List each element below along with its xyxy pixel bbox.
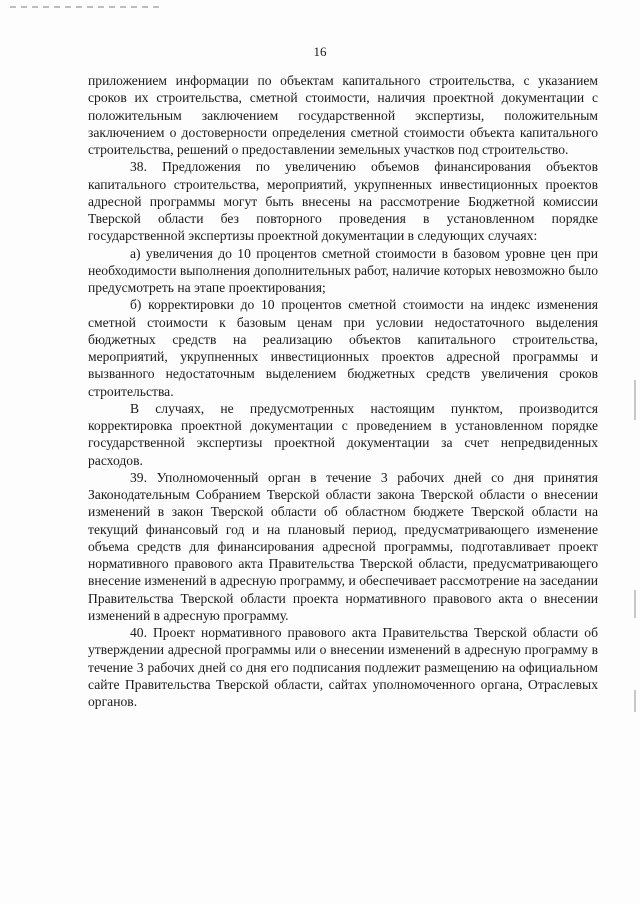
paragraph-other-cases: В случаях, не предусмотренных настоящим пунктом, производится корректировка проектной документации с проведением в установленном порядке государственной экспертизы проектной документации за счет непредвиденных расходов. <box>88 400 598 468</box>
paragraph-item-39: 39. Уполномоченный орган в течение 3 рабочих дней со дня принятия Законодательным Собранием Тверской области закона Тверской области о внесении изменений в закон Тверской области об областном бюджете Тверской области на текущий финансовый год и на плановый период, предусматривающего изменение объема средств для финансирования адресной программы, подготавливает проект нормативного правового акта Правительства Тверской области, предусматривающего внесение изменений в адресную программу, и обеспечивает рассмотрение на заседании Правительства Тверской области проекта нормативного правового акта о внесении изменений в адресную программу. <box>88 469 598 623</box>
paragraph-item-38: 38. Предложения по увеличению объемов финансирования объектов капитального строительства, мероприятий, укрупненных инвестиционных проектов адресной программы могут быть внесены на рассмотрение Бюджетной комиссии Тверской области без повторного проведения в установленном порядке государственной экспертизы проектной документации в следующих случаях: <box>88 159 598 244</box>
scan-edge-mark <box>634 690 636 712</box>
scan-edge-mark <box>634 380 636 420</box>
document-body <box>88 72 598 710</box>
page-number: 16 <box>313 44 327 59</box>
paragraph-subitem-b: б) корректировки до 10 процентов сметной стоимости на индекс изменения сметной стоимости к базовым ценам при условии недостаточного выделения бюджетных средств на реализацию объектов капитального строительства, мероприятий, укрупненных инвестиционных проектов адресной программы и вызванного недостаточным выделением бюджетных средств увеличения сроков строительства. <box>88 297 598 399</box>
paragraph-subitem-a: а) увеличения до 10 процентов сметной стоимости в базовом уровне цен при необходимости выполнения дополнительных работ, наличие которых невозможно было предусмотреть на этапе проектирования; <box>88 245 598 295</box>
paragraph-continuation: приложением информации по объектам капитального строительства, с указанием сроков их строительства, сметной стоимости, наличия проектной документации с положительным заключением государственной экспертизы, положительным заключением о достоверности определения сметной стоимости объекта капитального строительства, решений о предоставлении земельных участков под строительство. <box>88 73 598 157</box>
scan-artifact <box>10 6 160 8</box>
scan-edge-mark <box>634 590 636 618</box>
paragraph-item-40: 40. Проект нормативного правового акта Правительства Тверской области об утверждении адресной программы или о внесении изменений в адресную программу в течение 3 рабочих дней со дня его подписания подлежит размещению на официальном сайте Правительства Тверской области, сайтах уполномоченного органа, Отраслевых органов. <box>88 625 598 709</box>
